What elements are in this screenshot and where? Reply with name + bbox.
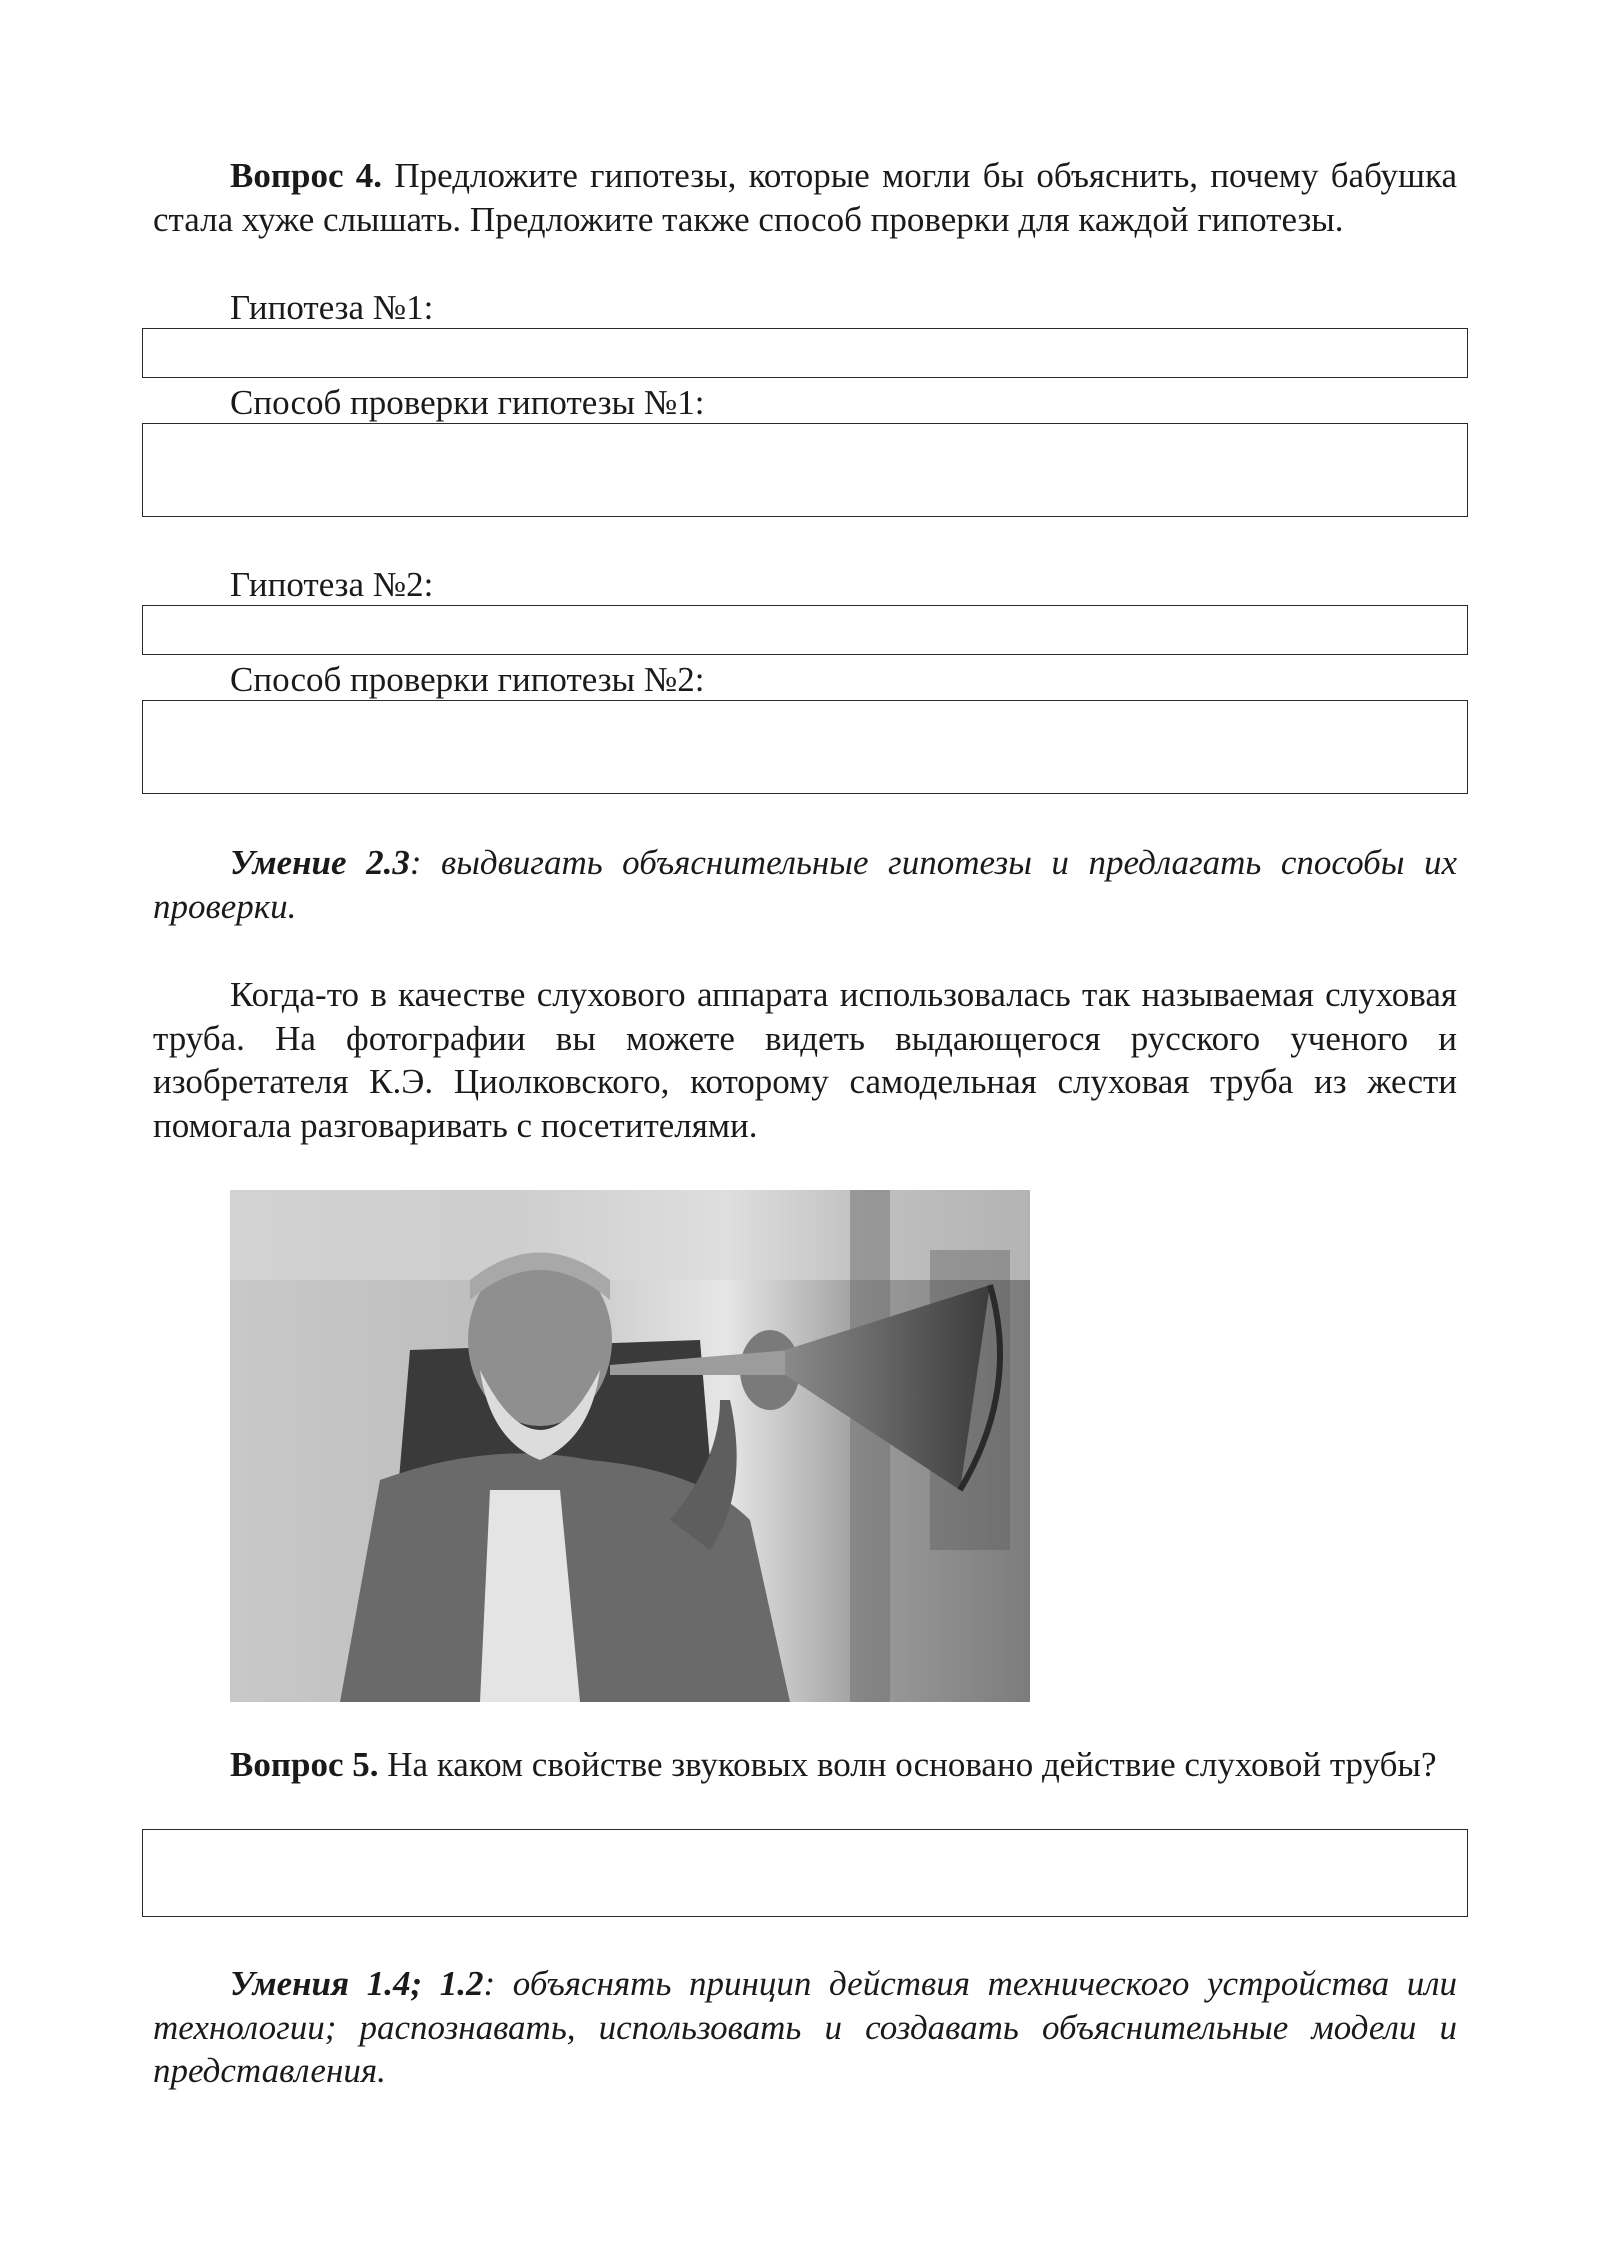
question-5-number: Вопрос 5.	[230, 1745, 379, 1784]
check-2-answer-box[interactable]	[142, 700, 1468, 794]
hypothesis-2-label: Гипотеза №2:	[230, 565, 434, 604]
question-5-text: На каком свойстве звуковых волн основано действие слуховой трубы?	[387, 1745, 1437, 1784]
skill-2-3-title: Умение 2.3	[230, 843, 410, 882]
question-4-number: Вопрос 4.	[230, 156, 383, 195]
skill-1-4-paragraph	[153, 1962, 1457, 2093]
skill-1-4-title: Умения 1.4; 1.2	[230, 1964, 484, 2003]
skill-2-3-paragraph	[153, 841, 1457, 928]
question-4-text: Предложите гипотезы, которые могли бы объяснить, почему бабушка стала хуже слышать. Предложите также способ проверки для каждой гипотезы.	[153, 156, 1458, 239]
hypothesis-1-label: Гипотеза №1:	[230, 288, 434, 327]
skill-1-4-text: : объяснять принцип действия технического устройства или технологии; распознавать, использовать и создавать объяснительные модели и представления.	[153, 1964, 1458, 2090]
hypothesis-1-answer-box[interactable]	[142, 328, 1468, 378]
question-4-paragraph	[153, 154, 1457, 241]
question-5-answer-box[interactable]	[142, 1829, 1468, 1917]
hypothesis-2-answer-box[interactable]	[142, 605, 1468, 655]
intro-text: Когда-то в качестве слухового аппарата использовалась так называемая слуховая труба. На фотографии вы можете видеть выдающегося русского ученого и изобретателя К.Э. Циолковского, которому самодельная слуховая труба из жести помогала разговаривать с посетителями.	[153, 975, 1457, 1145]
photo-image	[230, 1190, 1030, 1702]
skill-2-3-text: : выдвигать объяснительные гипотезы и предлагать способы их проверки.	[153, 843, 1457, 926]
check-1-label: Способ проверки гипотезы №1:	[230, 383, 705, 422]
check-1-answer-box[interactable]	[142, 423, 1468, 517]
intro-paragraph	[153, 973, 1457, 1147]
photo-tsiolkovsky	[230, 1190, 1030, 1702]
question-5-paragraph	[153, 1743, 1457, 1787]
check-2-label: Способ проверки гипотезы №2:	[230, 660, 705, 699]
